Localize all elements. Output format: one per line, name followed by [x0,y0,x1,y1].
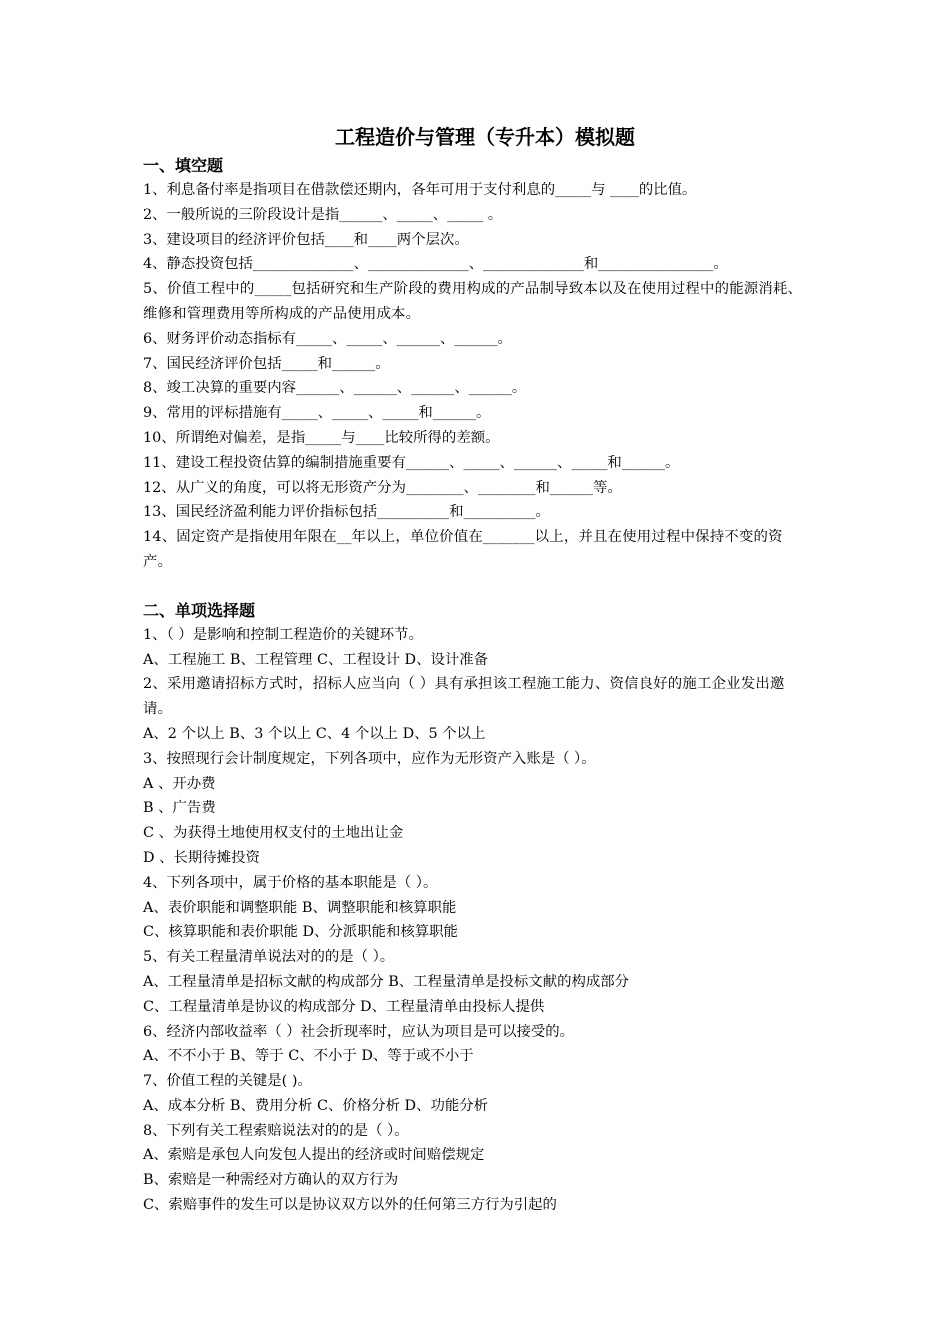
question-line: 4、静态投资包括______________、______________、______________和________________。 [143,256,728,273]
question-line: 4、下列各项中，属于价格的基本职能是（ ）。 [143,874,438,891]
question-line: 6、经济内部收益率（ ）社会折现率时，应认为项目是可以接受的。 [143,1023,575,1040]
question-line: 7、价值工程的关键是( )。 [143,1073,312,1090]
question-line: 8、竣工决算的重要内容______、______、______、______。 [143,380,527,397]
question-line: 1、（ ）是影响和控制工程造价的关键环节。 [143,626,423,643]
section-spacer [143,575,807,599]
question-line: 7、国民经济评价包括_____和______。 [143,355,390,372]
option-line: A、不不小于 B、等于 C、不小于 D、等于或不小于 [143,1048,474,1065]
single-choice-questions [143,623,807,1218]
option-line: C、工程量清单是协议的构成部分 D、工程量清单由投标人提供 [143,998,545,1015]
option-line: C、索赔事件的发生可以是协议双方以外的任何第三方行为引起的 [143,1197,557,1214]
question-line: 1、利息备付率是指项目在借款偿还期内，各年可用于支付利息的_____与 ____的比值。 [143,182,697,198]
option-line: A、工程施工 B、工程管理 C、工程设计 D、设计准备 [143,651,489,668]
option-line: A、成本分析 B、费用分析 C、价格分析 D、功能分析 [143,1097,489,1114]
question-line: 3、按照现行会计制度规定，下列各项中，应作为无形资产入账是（ ）。 [143,750,596,767]
option-line: A、表价职能和调整职能 B、调整职能和核算职能 [143,899,457,916]
question-line: 2、一般所说的三阶段设计是指______、_____、_____ 。 [143,206,503,223]
section-heading-fill-in: 一、填空题 [143,156,224,175]
question-line: 5、有关工程量清单说法对的的是（ ）。 [143,949,395,966]
option-line: A、索赔是承包人向发包人提出的经济或时间赔偿规定 [143,1147,485,1164]
option-line: A、工程量清单是招标文献的构成部分 B、工程量清单是投标文献的构成部分 [143,973,630,990]
fill-in-questions [143,178,807,575]
option-line: B 、广告费 [143,800,216,817]
option-line: C 、为获得土地使用权支付的土地出让金 [143,825,404,842]
question-line: 5、价值工程中的_____包括研究和生产阶段的费用构成的产品制导致本以及在使用过程中的能源消耗、维修和管理费用等所构成的产品使用成本。 [143,281,803,322]
question-line: 12、从广义的角度，可以将无形资产分为________、________和______等。 [143,479,622,496]
question-line: 3、建设项目的经济评价包括____和____两个层次。 [143,231,469,248]
document-page [143,120,807,1218]
option-line: A 、开办费 [143,775,216,792]
option-line: C、核算职能和表价职能 D、分派职能和核算职能 [143,924,458,941]
question-line: 2、采用邀请招标方式时，招标人应当向（ ）具有承担该工程施工能力、资信良好的施工企业发出邀请。 [143,676,785,718]
question-line: 6、财务评价动态指标有_____、_____、______、______。 [143,330,512,347]
question-line: 11、建设工程投资估算的编制措施重要有______、_____、______、_____和______。 [143,454,680,471]
question-line: 14、固定资产是指使用年限在__年以上，单位价值在_______以上，并且在使用过程中保持不变的资产。 [143,529,783,570]
question-line: 8、下列有关工程索赔说法对的的是（ ）。 [143,1122,409,1139]
document-title: 工程造价与管理（专升本）模拟题 [335,125,635,149]
question-line: 10、所谓绝对偏差，是指_____与____比较所得的差额。 [143,429,500,446]
section-heading-single-choice: 二、单项选择题 [143,600,256,620]
option-line: B、索赔是一种需经对方确认的双方行为 [143,1172,399,1189]
question-line: 9、常用的评标措施有_____、_____、_____和______。 [143,405,491,422]
question-line: 13、国民经济盈利能力评价指标包括__________和__________。 [143,504,550,521]
option-line: D 、长期待摊投资 [143,849,260,866]
option-line: A、2 个以上 B、3 个以上 C、4 个以上 D、5 个以上 [143,725,486,742]
